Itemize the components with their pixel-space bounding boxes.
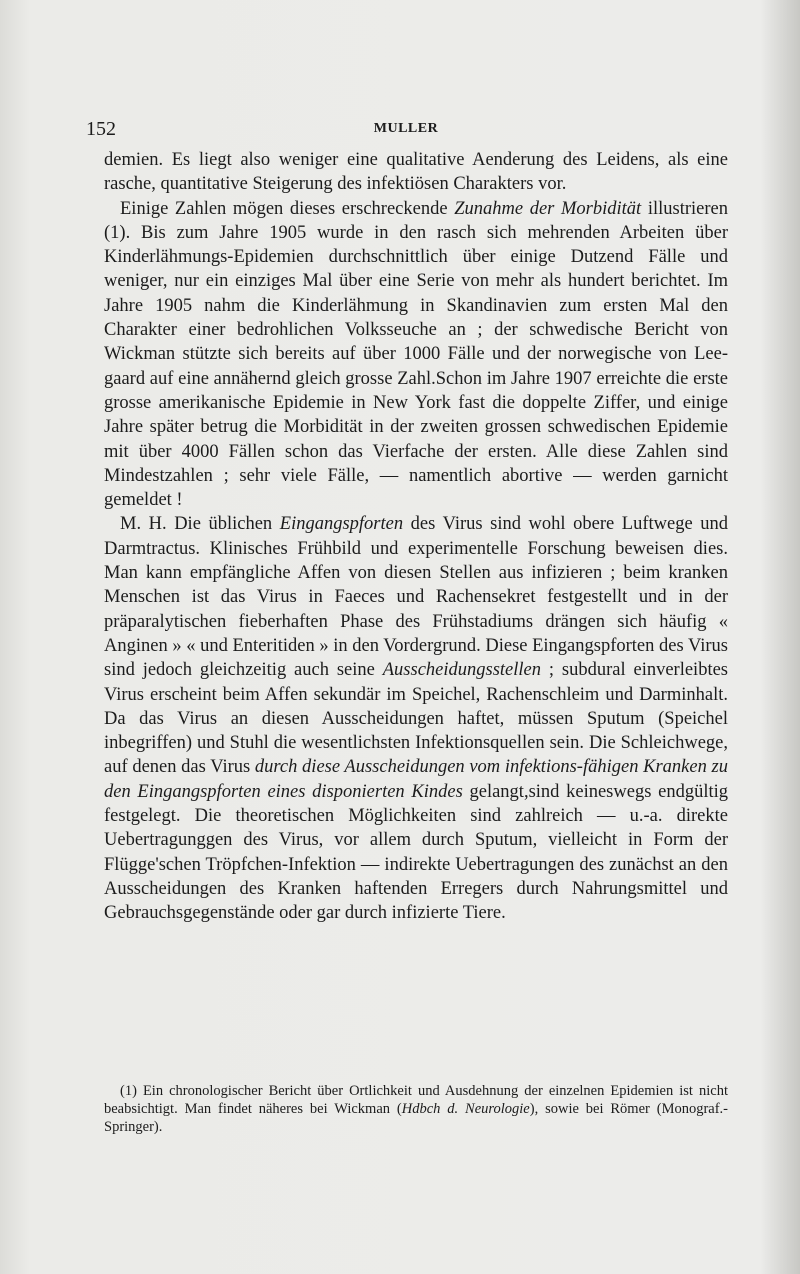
paragraph-2-italic: Zunahme der Morbidität bbox=[454, 198, 642, 219]
paragraph-3-italic-b: Ausscheidungsstellen bbox=[382, 660, 542, 681]
page-edge-shadow bbox=[760, 0, 800, 1274]
footnote-text bbox=[104, 1082, 728, 1136]
paragraph-2-text-b: illustrieren (1). Bis zum Jahre 1905 wurde in den rasch sich mehrenden Arbeiten über Kinderlähmungs-Epidemien durchschnittlich über einige Dutzend Fälle und weniger, nur ein einziges Mal über eine Serie von mehr als hundert berichtet. Im Jahre 1905 nahm die Kinderlähmung in Skandinavien zum ersten Mal den Charakter einer bedrohlichen Volksseuche an ; der schwedische Bericht von Wickman stützte sich bereits auf über 1000 Fälle und der norwegische von Leegaard auf eine annähernd gleich grosse Zahl.Schon im Jahre 1907 erreichte die erste grosse amerikanische Epidemie in New York fast die doppelte Ziffer, und einige Jahre später betrug die Morbidität in der zweiten grossen schwedischen Epidemie mit über 4000 Fällen schon das Vierfache der ersten. Alle diese Zahlen sind Mindestzahlen ; sehr viele Fälle, — namentlich abortive — werden garnicht gemeldet ! bbox=[104, 198, 728, 511]
paragraph-3-italic-a: Eingangspforten bbox=[279, 514, 404, 535]
page-number: 152 bbox=[86, 118, 116, 140]
footnote-italic: Hdbch d. Neurologie bbox=[401, 1101, 530, 1117]
paragraph-1: demien. Es liegt also weniger eine qualitative Aenderung des Leidens, als eine rasche, quantitative Steigerung des infektiösen Charakters vor. bbox=[104, 150, 728, 195]
footnote-text-b: ), sowie bei Römer (Monograf.-Springer). bbox=[104, 1101, 729, 1135]
paragraph-3-text-a: M. H. Die üblichen bbox=[120, 514, 280, 535]
running-head: MULLER bbox=[373, 121, 439, 136]
page-header bbox=[86, 118, 726, 142]
body-text bbox=[104, 148, 728, 926]
paragraph-2-text-a: Einige Zahlen mögen dieses erschreckende bbox=[120, 198, 455, 219]
paragraph-3-italic-c: durch diese Ausscheidungen vom infektions-fähigen Kranken zu den Eingangspforten eines disponierten Kindes bbox=[104, 757, 728, 802]
footnote bbox=[104, 1082, 728, 1136]
paragraph-3-text-c: ; subdural einverleibtes Virus erscheint beim Affen sekundär im Speichel, Rachenschleim und Darminhalt. Da das Virus an diesen Ausscheidungen haftet, müssen Sputum (Speichel inbegriffen) und Stuhl die wesentlichsten Infektionsquellen sein. Die Schleichwege, auf denen das Virus bbox=[104, 660, 728, 778]
paragraph-3 bbox=[104, 512, 728, 925]
paragraph-3-text-b: des Virus sind wohl obere Luftwege und Darmtractus. Klinisches Frühbild und experimentelle Forschung beweisen dies. Man kann empfängliche Affen von diesen Stellen aus infizieren ; beim kranken Menschen ist das Virus in Faeces und Rachensekret festgestellt und in der präparalytischen fieberhaften Phase des Frühstadiums drängen sich häufig « Anginen » « und Enteritiden » in den Vordergrund. Diese Eingangspforten des Virus sind jedoch gleichzeitig auch seine bbox=[104, 514, 728, 681]
footnote-text-a: (1) Ein chronologischer Bericht über Ortlichkeit und Ausdehnung der einzelnen Epidemien ist nicht beabsichtigt. Man findet näheres bei Wickman ( bbox=[104, 1083, 728, 1117]
paragraph-2 bbox=[104, 197, 728, 513]
paragraph-3-text-d: gelangt,sind keineswegs endgültig festgelegt. Die theoretischen Möglichkeiten sind zahlreich — u.-a. direkte Uebertragunggen des Virus, vor allem durch Sputum, vielleicht in Form der Flügge'schen Tröpfchen-Infektion — indirekte Uebertragungen des zunächst an den Ausscheidungen des Kranken haftenden Erregers durch Nahrungsmittel und Gebrauchsgegenstände oder gar durch infizierte Tiere. bbox=[104, 781, 728, 924]
